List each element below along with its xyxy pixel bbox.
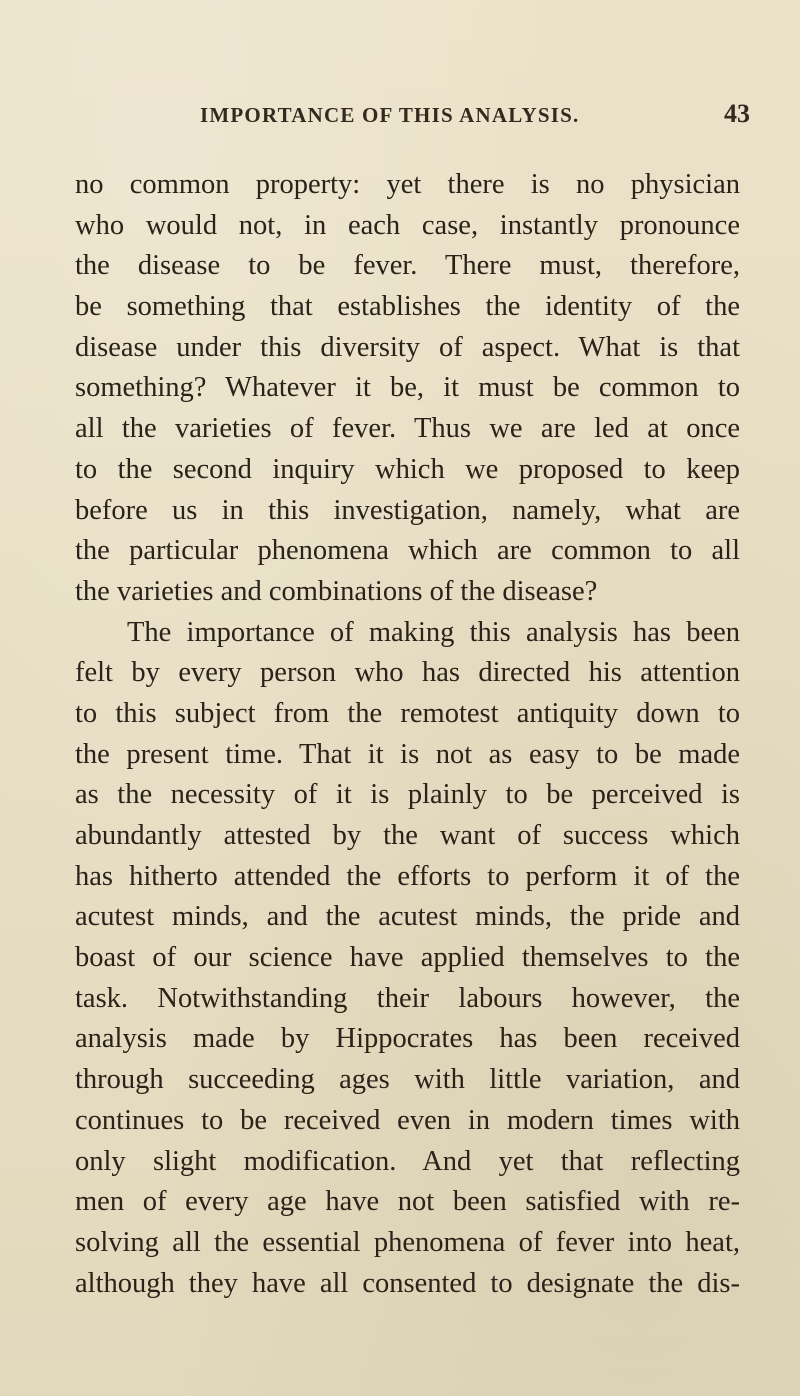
- text-line: the varieties and combinations of the disease?: [75, 575, 598, 607]
- text-line: solving all the essential phenomena of fever into heat,: [75, 1226, 740, 1258]
- text-line: the present time. That it is not as easy to be made: [75, 738, 740, 770]
- text-line: boast of our science have applied themselves to the: [75, 942, 740, 974]
- text-line: acutest minds, and the acutest minds, the pride and: [75, 901, 740, 933]
- text-line: no common property: yet there is no physician: [75, 169, 740, 200]
- text-line: men of every age have not been satisfied with re-: [75, 1186, 740, 1218]
- page-number: 43: [724, 99, 750, 128]
- text-line: through succeeding ages with little variation, and: [75, 1064, 740, 1096]
- text-line: before us in this investigation, namely, what are: [75, 494, 740, 526]
- text-line: as the necessity of it is plainly to be perceived is: [75, 779, 740, 811]
- text-line: the particular phenomena which are common to all: [75, 535, 740, 567]
- text-line: although they have all consented to designate the dis-: [75, 1267, 740, 1299]
- text-line: the disease to be fever. There must, therefore,: [75, 250, 740, 282]
- text-line: continues to be received even in modern times with: [75, 1104, 740, 1136]
- body-text: [75, 165, 740, 1304]
- text-line: who would not, in each case, instantly pronounce: [75, 209, 740, 241]
- text-line: all the varieties of fever. Thus we are led at once: [75, 413, 740, 445]
- text-line: disease under this diversity of aspect. What is that: [75, 331, 740, 363]
- running-head: IMPORTANCE OF THIS ANALYSIS.: [200, 103, 580, 127]
- text-line: analysis made by Hippocrates has been received: [75, 1023, 740, 1055]
- text-line: felt by every person who has directed his attention: [75, 657, 740, 689]
- text-line: to this subject from the remotest antiquity down to: [75, 697, 740, 729]
- text-line: be something that establishes the identity of the: [75, 291, 740, 323]
- text-line: only slight modification. And yet that reflecting: [75, 1145, 740, 1177]
- text-line: to the second inquiry which we proposed to keep: [75, 453, 740, 485]
- text-line: task. Notwithstanding their labours however, the: [75, 982, 740, 1014]
- text-line: abundantly attested by the want of success which: [75, 820, 740, 851]
- paragraph-start-line: The importance of making this analysis has been: [127, 616, 740, 648]
- text-line: has hitherto attended the efforts to perform it of the: [75, 860, 740, 892]
- text-line: something? Whatever it be, it must be common to: [75, 372, 740, 404]
